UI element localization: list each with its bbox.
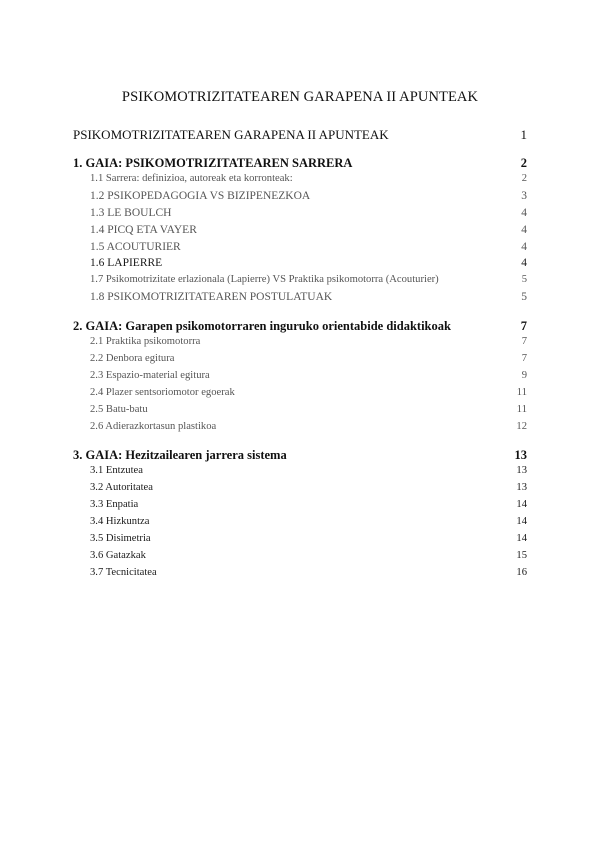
toc-section-2-3[interactable] — [73, 370, 527, 387]
toc-section-2-4[interactable] — [73, 387, 527, 404]
toc-section-2-1[interactable] — [73, 336, 527, 353]
toc-page-number: 4 — [521, 223, 527, 236]
toc-page-number: 9 — [521, 369, 527, 381]
toc-page-number: 2 — [520, 156, 527, 170]
toc-chapter-2[interactable] — [73, 319, 527, 336]
toc-page-number: 14 — [516, 516, 527, 528]
toc-section-label: 1.1 Sarrera: definizioa, autoreak eta korronteak: — [90, 173, 293, 184]
toc-entry-label: PSIKOMOTRIZITATEAREN GARAPENA II APUNTEAK — [73, 127, 389, 142]
toc-section-3-5[interactable] — [73, 533, 527, 550]
toc-chapter-3[interactable] — [73, 448, 527, 465]
toc-section-1-2[interactable] — [73, 190, 527, 207]
toc-page-number: 3 — [521, 189, 527, 202]
toc-section-label: 1.5 ACOUTURIER — [90, 240, 181, 253]
toc-section-1-7[interactable] — [73, 274, 527, 291]
toc-section-1-4[interactable] — [73, 224, 527, 241]
toc-section-label: 1.7 Psikomotrizitate erlazionala (Lapierre) VS Praktika psikomotorra (Acouturier) — [90, 274, 439, 286]
table-of-contents — [73, 127, 527, 584]
chapter-spacer — [73, 308, 527, 319]
toc-section-label: 2.3 Espazio-material egitura — [90, 369, 210, 381]
toc-section-label: 1.3 LE BOULCH — [90, 206, 172, 219]
toc-section-label: 3.5 Disimetria — [90, 533, 151, 545]
toc-entry-title[interactable] — [73, 127, 527, 144]
toc-page-number: 4 — [521, 257, 527, 270]
toc-section-label: 1.8 PSIKOMOTRIZITATEAREN POSTULATUAK — [90, 291, 333, 304]
toc-section-3-4[interactable] — [73, 516, 527, 533]
toc-page-number: 4 — [521, 206, 527, 219]
toc-section-label: 3.6 Gatazkak — [90, 549, 146, 561]
chapter-spacer — [73, 437, 527, 448]
toc-page-number: 7 — [521, 336, 527, 348]
toc-page-number: 11 — [516, 403, 527, 415]
toc-page-number: 15 — [516, 549, 527, 561]
toc-chapter-label: 2. GAIA: Garapen psikomotorraren inguruko orientabide didaktikoak — [73, 319, 451, 334]
toc-section-2-5[interactable] — [73, 404, 527, 421]
toc-section-label: 3.1 Entzutea — [90, 465, 143, 477]
toc-section-label: 3.3 Enpatia — [90, 499, 139, 511]
toc-section-1-1[interactable] — [73, 173, 527, 190]
toc-section-label: 2.2 Denbora egitura — [90, 353, 175, 365]
toc-page-number: 14 — [516, 533, 527, 545]
toc-page-number: 7 — [521, 353, 527, 365]
toc-page-number: 16 — [516, 566, 527, 578]
toc-page-number: 13 — [516, 465, 527, 477]
toc-section-label: 2.5 Batu-batu — [90, 403, 148, 415]
toc-section-label: 2.4 Plazer sentsoriomotor egoerak — [90, 386, 235, 398]
toc-page-number: 7 — [520, 319, 527, 334]
toc-section-1-3[interactable] — [73, 207, 527, 224]
toc-section-2-6[interactable] — [73, 421, 527, 438]
toc-page-number: 5 — [521, 274, 527, 286]
toc-section-3-7[interactable] — [73, 567, 527, 584]
toc-page-number: 4 — [521, 240, 527, 253]
toc-section-3-6[interactable] — [73, 550, 527, 567]
toc-page-number: 12 — [516, 420, 527, 432]
toc-chapter-label: 1. GAIA: PSIKOMOTRIZITATEAREN SARRERA — [73, 156, 353, 170]
toc-section-1-6[interactable] — [73, 257, 527, 274]
toc-chapter-1[interactable] — [73, 156, 527, 173]
toc-section-label: 1.2 PSIKOPEDAGOGIA VS BIZIPENEZKOA — [90, 189, 311, 202]
toc-chapter-label: 3. GAIA: Hezitzailearen jarrera sistema — [73, 448, 287, 463]
toc-page-number: 11 — [516, 386, 527, 398]
toc-section-3-1[interactable] — [73, 465, 527, 482]
toc-section-3-2[interactable] — [73, 482, 527, 499]
toc-section-1-5[interactable] — [73, 241, 527, 258]
toc-section-label: 1.4 PICQ ETA VAYER — [90, 223, 197, 236]
toc-section-label: 2.6 Adierazkortasun plastikoa — [90, 420, 217, 432]
toc-section-label: 2.1 Praktika psikomotorra — [90, 336, 201, 348]
toc-section-label: 1.6 LAPIERRE — [90, 257, 163, 270]
document-title: PSIKOMOTRIZITATEAREN GARAPENA II APUNTEAK — [121, 89, 479, 105]
toc-page-number: 1 — [520, 127, 527, 142]
toc-section-3-3[interactable] — [73, 499, 527, 516]
toc-section-label: 3.7 Tecnicitatea — [90, 566, 157, 578]
toc-page-number: 13 — [514, 448, 527, 463]
toc-page-number: 13 — [516, 482, 527, 494]
toc-page-number: 2 — [521, 173, 527, 184]
toc-section-1-8[interactable] — [73, 291, 527, 308]
toc-section-label: 3.2 Autoritatea — [90, 482, 153, 494]
toc-page-number: 14 — [516, 499, 527, 511]
toc-section-label: 3.4 Hizkuntza — [90, 516, 150, 528]
toc-page-number: 5 — [521, 291, 527, 304]
toc-section-2-2[interactable] — [73, 353, 527, 370]
